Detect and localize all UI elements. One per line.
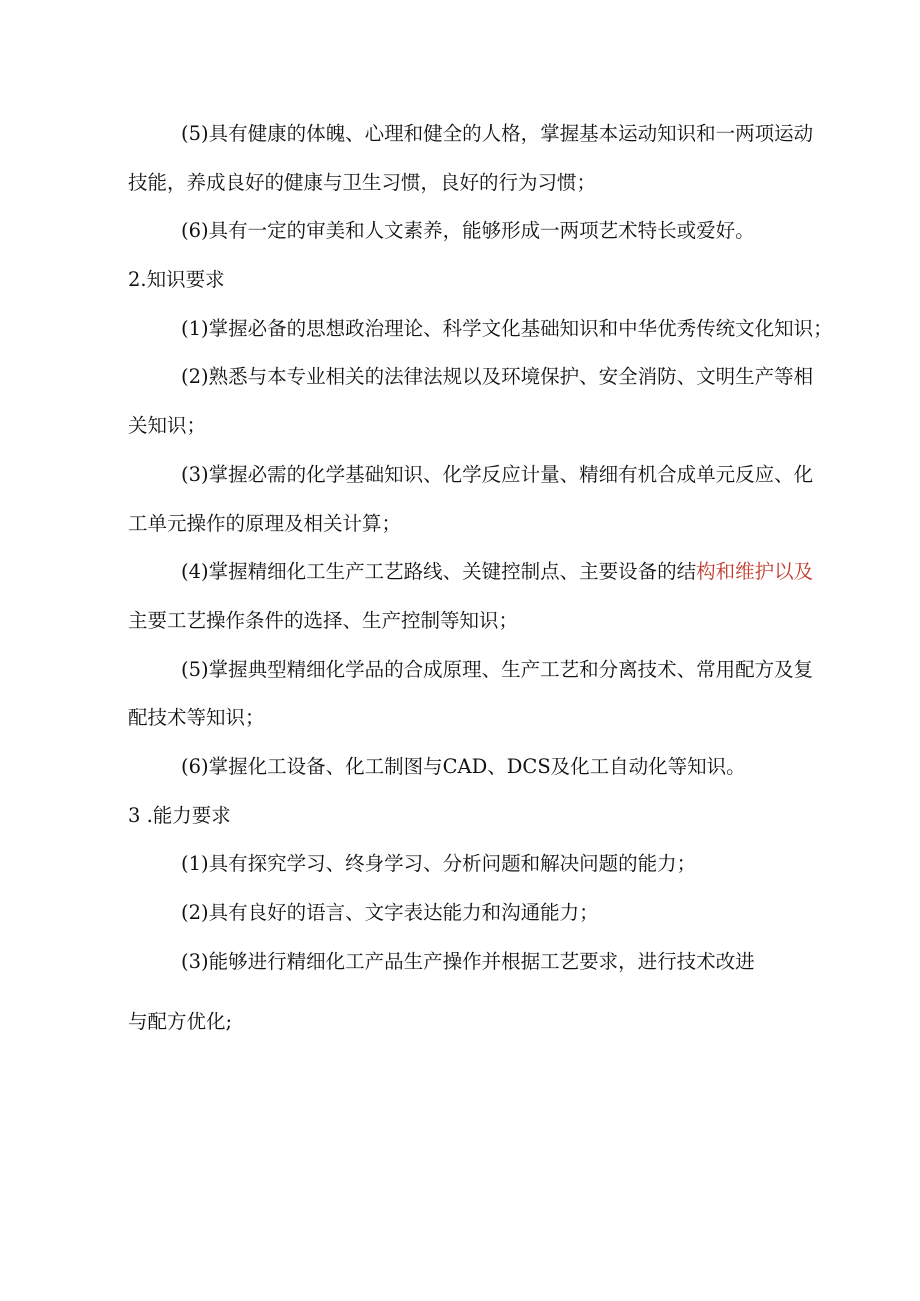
paragraph-line: (3)能够进行精细化工产品生产操作并根据工艺要求，进行技术改进 bbox=[181, 950, 755, 973]
paragraph-line: 主要工艺操作条件的选择、生产控制等知识； bbox=[128, 609, 519, 632]
paragraph-line: (5)掌握典型精细化学品的合成原理、生产工艺和分离技术、常用配方及复 bbox=[181, 658, 814, 681]
paragraph-line: 技能，养成良好的健康与卫生习惯，良好的行为习惯； bbox=[128, 171, 597, 194]
paragraph-line: (3)掌握必需的化学基础知识、化学反应计量、精细有机合成单元反应、化 bbox=[181, 463, 814, 486]
highlighted-text: 构和维护以及 bbox=[696, 560, 814, 583]
paragraph-line: (2)熟悉与本专业相关的法律法规以及环境保护、安全消防、文明生产等相 bbox=[181, 365, 814, 388]
paragraph-line: 关知识； bbox=[128, 414, 207, 437]
paragraph-line: (2)具有良好的语言、文字表达能力和沟通能力； bbox=[181, 901, 599, 924]
paragraph-line bbox=[181, 559, 813, 585]
paragraph-line: 配技术等知识； bbox=[128, 706, 265, 729]
paragraph-line: 工单元操作的原理及相关计算； bbox=[128, 512, 402, 535]
paragraph-text: (4)掌握精细化工生产工艺路线、关键控制点、主要设备的结 bbox=[181, 560, 697, 583]
paragraph-line: (5)具有健康的体魄、心理和健全的人格，掌握基本运动知识和一两项运动 bbox=[181, 122, 814, 145]
paragraph-line: (1)掌握必备的思想政治理论、科学文化基础知识和中华优秀传统文化知识； bbox=[181, 317, 833, 340]
paragraph-line: (6)具有一定的审美和人文素养，能够形成一两项艺术特长或爱好。 bbox=[181, 219, 755, 242]
section-heading: 3 .能力要求 bbox=[128, 804, 231, 827]
paragraph-line: (6)掌握化工设备、化工制图与CAD、DCS及化工自动化等知识。 bbox=[181, 755, 746, 778]
section-heading: 2.知识要求 bbox=[128, 268, 225, 291]
paragraph-line: (1)具有探究学习、终身学习、分析问题和解决问题的能力； bbox=[181, 852, 697, 875]
paragraph-line: 与配方优化; bbox=[128, 1010, 233, 1033]
